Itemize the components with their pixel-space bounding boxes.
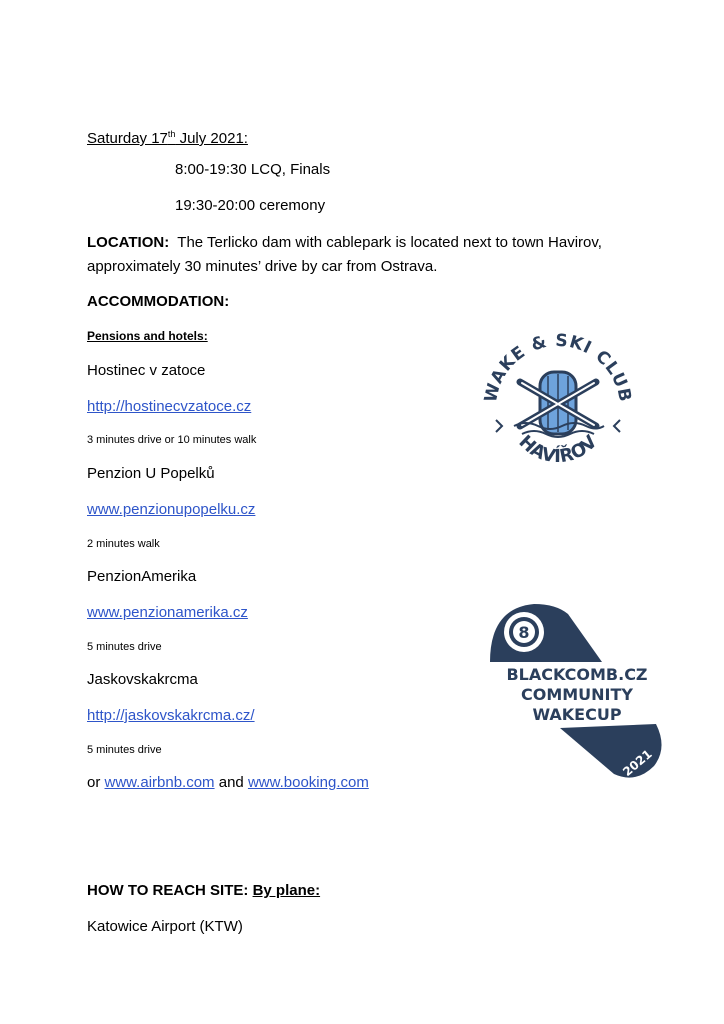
schedule-item-lcq: 8:00-19:30 LCQ, Finals [175, 161, 331, 178]
place-note: 3 minutes drive or 10 minutes walk [87, 434, 257, 446]
place-link[interactable]: http://hostinecvzatoce.cz [87, 398, 252, 415]
place-name: Penzion U Popelků [87, 465, 215, 482]
place-note: 5 minutes drive [87, 744, 162, 756]
accommodation-subheading: Pensions and hotels: [87, 329, 208, 343]
schedule-date: Saturday 17th July 2021: [87, 129, 248, 147]
reach-mode: By plane: [252, 882, 321, 899]
place-name: PenzionAmerika [87, 568, 197, 585]
cup-line-1: BLACKCOMB.CZ [506, 665, 648, 684]
place-note: 2 minutes walk [87, 538, 160, 550]
wake-ski-club-logo [478, 330, 638, 480]
booking-link[interactable]: www.booking.com [247, 774, 369, 791]
place-link[interactable]: www.penzionupopelku.cz [87, 501, 256, 518]
cup-line-3: WAKECUP [532, 705, 622, 724]
reach-label: HOW TO REACH SITE: [87, 882, 249, 899]
place-link[interactable]: http://jaskovskakrcma.cz/ [87, 707, 255, 724]
club-name-bottom: HAVÍŘOV [514, 431, 602, 468]
schedule-item-ceremony: 19:30-20:00 ceremony [175, 197, 326, 214]
cup-year: 2021 [620, 746, 655, 780]
club-name-top: WAKE & SKI CLUB [480, 330, 635, 405]
place-name: Hostinec v zatoce [87, 362, 206, 379]
accommodation-heading: ACCOMMODATION: [87, 293, 230, 310]
location-line-1: LOCATION: The Terlicko dam with cablepark is located next to town Havirov, [87, 234, 602, 251]
place-note: 5 minutes drive [87, 641, 162, 653]
place-link[interactable]: www.penzionamerika.cz [87, 604, 248, 621]
place-name: Jaskovskakrcma [87, 671, 198, 688]
svg-text:8: 8 [518, 623, 530, 642]
location-label: LOCATION: [87, 234, 170, 251]
airport-name: Katowice Airport (KTW) [87, 918, 243, 935]
reach-line [87, 881, 320, 901]
cup-line-2: COMMUNITY [520, 685, 634, 704]
location-line-2: approximately 30 minutes’ drive by car from Ostrava. [87, 258, 438, 275]
blackcomb-wakecup-logo [486, 600, 670, 784]
other-booking-line: or www.airbnb.com and www.booking.com [87, 774, 369, 791]
airbnb-link[interactable]: www.airbnb.com [104, 774, 215, 791]
